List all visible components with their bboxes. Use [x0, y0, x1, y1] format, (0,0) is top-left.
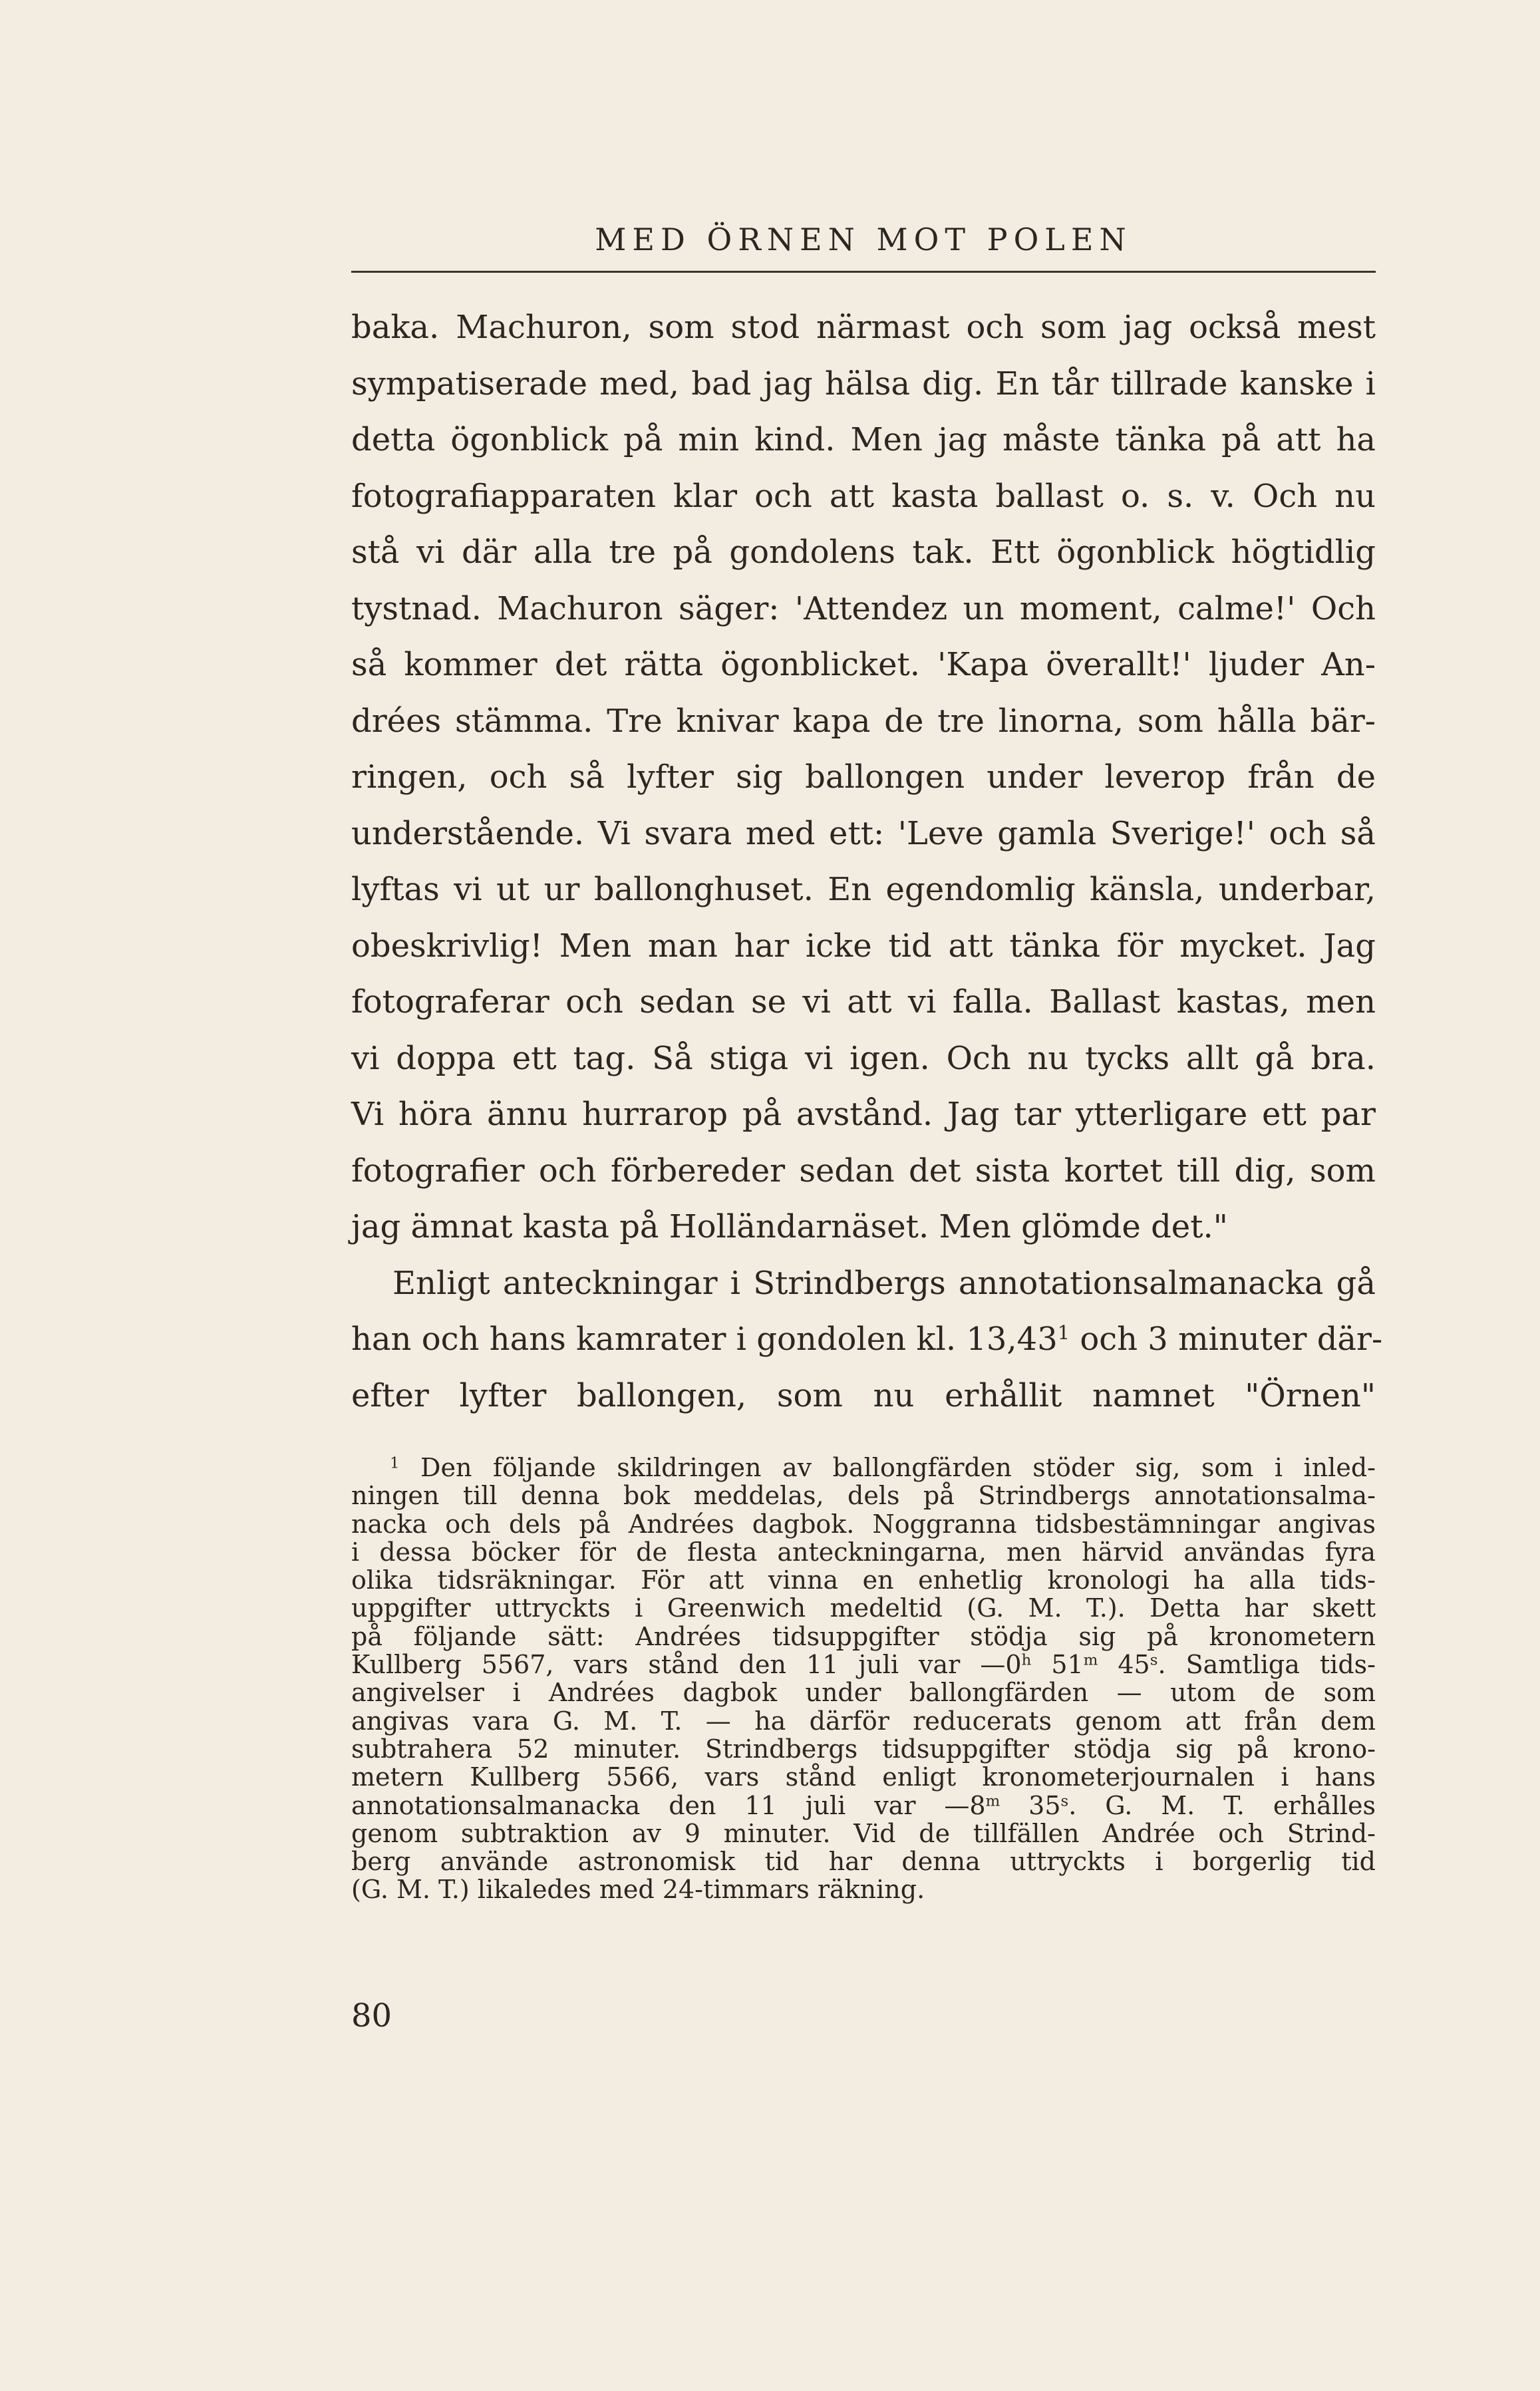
footnote-line [351, 1792, 1376, 1820]
superscript: s [1060, 1792, 1069, 1810]
text-line: fotografiapparaten klar och att kasta ballast o. s. v. Och nu [351, 477, 1376, 515]
text-line: detta ögonblick på min kind. Men jag måste tänka på att ha [351, 421, 1376, 458]
footnote-line [351, 1651, 1376, 1678]
text-segment: och 3 minuter där- [1080, 1321, 1383, 1358]
footnote-line: ningen till denna bok meddelas, dels på Strindbergs annotationsalma- [351, 1481, 1376, 1511]
text-line: vi doppa ett tag. Så stiga vi igen. Och nu tycks allt gå bra. [351, 1039, 1376, 1077]
text-line: sympatiserade med, bad jag hälsa dig. En tår tillrade kanske i [351, 365, 1376, 402]
text-line: så kommer det rätta ögonblicket. 'Kapa överallt!' ljuder An- [351, 646, 1376, 683]
text-line: tystnad. Machuron säger: 'Attendez un moment, calme!' Och [351, 589, 1376, 627]
text-segment: 45 [1098, 1650, 1150, 1680]
text-segment: han och hans kamrater i gondolen kl. 13,43 [351, 1321, 1058, 1358]
footnote-line: genom subtraktion av 9 minuter. Vid de tillfällen Andrée och Strind- [351, 1818, 1376, 1848]
text-line: stå vi där alla tre på gondolens tak. Ett ögonblick högtidlig [351, 534, 1376, 571]
footnote-marker: 1 [390, 1454, 400, 1472]
text-segment: . G. M. T. erhålles [1068, 1790, 1376, 1820]
footnote-line: metern Kullberg 5566, vars stånd enligt kronometerjournalen i hans [351, 1762, 1376, 1792]
footnote-line: subtrahera 52 minuter. Strindbergs tidsuppgifter stödja sig på krono- [351, 1734, 1376, 1764]
text-segment: . Samtliga tids- [1157, 1650, 1376, 1680]
text-segment: 35 [1000, 1790, 1061, 1820]
text-line: fotograferar och sedan se vi att vi falla. Ballast kastas, men [351, 983, 1376, 1021]
text-line: efter lyfter ballongen, som nu erhållit namnet "Örnen" [351, 1376, 1376, 1414]
superscript: s [1150, 1651, 1158, 1669]
footnote-line: nacka och dels på Andrées dagbok. Noggranna tidsbestämningar angivas [351, 1509, 1376, 1539]
text-segment: Kullberg 5567, vars stånd den 11 juli var —0 [351, 1650, 1022, 1680]
footnote-line: på följande sätt: Andrées tidsuppgifter stödja sig på kronometern [351, 1621, 1376, 1651]
header-rule [351, 271, 1376, 273]
text-segment: Den följande skildringen av ballongfärden stöder sig, som i inled- [420, 1453, 1376, 1482]
page-number: 80 [351, 1997, 392, 2034]
text-line [351, 1311, 1383, 1368]
footnote-line: berg använde astronomisk tid har denna uttryckts i borgerlig tid [351, 1847, 1376, 1877]
text-line: drées stämma. Tre knivar kapa de tre linorna, som hålla bär- [351, 702, 1376, 740]
body-text [351, 299, 1383, 1424]
text-line: ringen, och så lyfter sig ballongen under leverop från de [351, 758, 1376, 796]
superscript: m [985, 1792, 1001, 1810]
text-segment: 51 [1031, 1650, 1084, 1680]
superscript: h [1021, 1651, 1032, 1669]
footnote [351, 1454, 1376, 1904]
footnote-line: i dessa böcker för de flesta anteckningarna, men härvid användas fyra [351, 1537, 1376, 1567]
superscript: m [1083, 1651, 1098, 1669]
text-line: understående. Vi svara med ett: 'Leve gamla Sverige!' och så [351, 814, 1376, 852]
text-line: Enligt anteckningar i Strindbergs annotationsalmanacka gå [392, 1264, 1376, 1302]
footnote-line: uppgifter uttryckts i Greenwich medeltid (G. M. T.). Detta har skett [351, 1593, 1376, 1623]
running-head: MED ÖRNEN MOT POLEN [595, 222, 1132, 257]
text-line: Vi höra ännu hurrarop på avstånd. Jag tar ytterligare ett par [351, 1096, 1376, 1133]
text-line: baka. Machuron, som stod närmast och som jag också mest [351, 309, 1376, 346]
footnote-line: angivas vara G. M. T. — ha därför reducerats genom att från dem [351, 1706, 1376, 1736]
footnote-line: olika tidsräkningar. För att vinna en enhetlig kronologi ha alla tids- [351, 1565, 1376, 1595]
text-line: lyftas vi ut ur ballonghuset. En egendomlig känsla, underbar, [351, 871, 1376, 908]
footnote-line: angivelser i Andrées dagbok under ballongfärden — utom de som [351, 1678, 1376, 1708]
text-line: jag ämnat kasta på Holländarnäset. Men glömde det." [351, 1208, 1228, 1245]
text-segment: annotationsalmanacka den 11 juli var —8 [351, 1790, 986, 1820]
footnote-line [351, 1454, 1376, 1482]
footnote-reference[interactable]: 1 [1057, 1321, 1070, 1345]
text-line: fotografier och förbereder sedan det sista kortet till dig, som [351, 1152, 1376, 1190]
footnote-line: (G. M. T.) likaledes med 24-timmars räkning. [351, 1875, 925, 1905]
text-line: obeskrivlig! Men man har icke tid att tänka för mycket. Jag [351, 927, 1376, 965]
